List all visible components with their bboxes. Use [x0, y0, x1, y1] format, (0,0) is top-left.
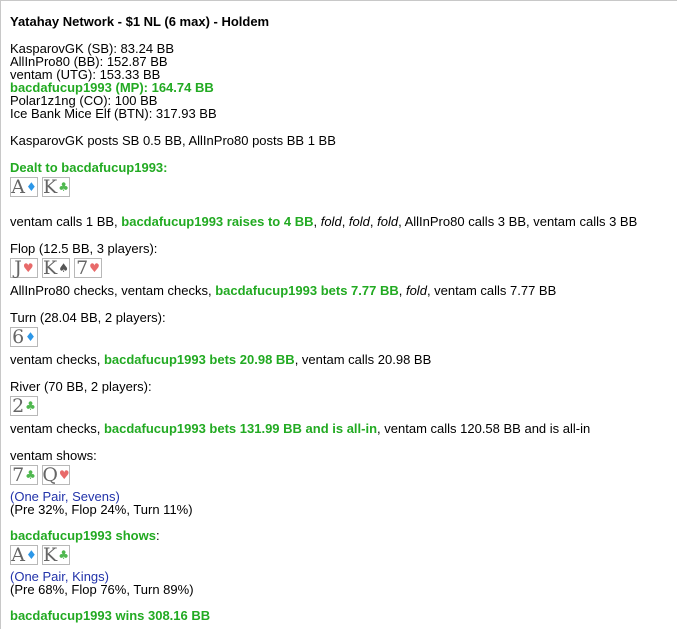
seat-sb: KasparovGK (SB): 83.24 BB [10, 41, 175, 56]
villain-showdown [10, 449, 670, 516]
flop-header: Flop (12.5 BB, 3 players): [10, 241, 158, 256]
seat-list [10, 42, 670, 120]
hearts-suit-icon: ♥ [89, 261, 100, 275]
fold-action: fold [320, 214, 342, 229]
hero-action: bacdafucup1993 raises to 4 BB [121, 214, 314, 229]
seat-btn: Ice Bank Mice Elf (BTN): 317.93 BB [10, 106, 217, 121]
card-rank: 7 [76, 257, 89, 279]
hero-equity: (Pre 68%, Flop 76%, Turn 89%) [10, 582, 194, 597]
card-rank: K [43, 257, 58, 279]
action-text: , [341, 214, 349, 229]
seat-mp-hero: bacdafucup1993 (MP): 164.74 BB [10, 80, 214, 95]
turn-section [10, 311, 670, 367]
hero-show-colon: : [155, 528, 160, 543]
river-header: River (70 BB, 2 players): [10, 379, 152, 394]
playing-card [42, 545, 70, 565]
action-text: AllInPro80 checks, ventam checks, [10, 283, 216, 298]
playing-card [10, 327, 38, 347]
diamonds-suit-icon: ♦ [25, 330, 36, 344]
dealt-label: Dealt to bacdafucup1993: [10, 160, 168, 175]
hero-show-label [10, 529, 670, 542]
hero-hand-rank: (One Pair, Kings) [10, 569, 109, 584]
turn-header: Turn (28.04 BB, 2 players): [10, 310, 166, 325]
clubs-suit-icon: ♣ [25, 399, 36, 413]
villain-hand-rank: (One Pair, Sevens) [10, 489, 120, 504]
villain-show-label: ventam shows: [10, 448, 97, 463]
fold-action: fold [348, 214, 370, 229]
seat-utg: ventam (UTG): 153.33 BB [10, 67, 161, 82]
playing-card [10, 258, 38, 278]
river-actions [10, 421, 670, 436]
action-text: , [369, 214, 378, 229]
card-rank: A [11, 544, 25, 566]
action-text: ventam checks, [10, 421, 104, 436]
playing-card [10, 545, 38, 565]
river-section [10, 380, 670, 436]
result-line: bacdafucup1993 wins 308.16 BB [10, 608, 211, 623]
playing-card [42, 258, 70, 278]
fold-action: fold [377, 214, 399, 229]
clubs-suit-icon: ♣ [58, 548, 69, 562]
card-rank: 2 [12, 395, 25, 417]
hero-action: bacdafucup1993 bets 20.98 BB [103, 352, 295, 367]
card-rank: A [11, 176, 25, 198]
flop-section [10, 242, 670, 298]
turn-actions [10, 352, 670, 367]
diamonds-suit-icon: ♦ [25, 548, 37, 562]
turn-card [10, 327, 670, 349]
seat-bb: AllInPro80 (BB): 152.87 BB [10, 54, 168, 69]
hole-cards [10, 177, 670, 199]
villain-equity: (Pre 32%, Flop 24%, Turn 11%) [10, 502, 193, 517]
action-text: ventam calls 1 BB, [10, 214, 122, 229]
card-rank: J [14, 257, 22, 279]
action-text: ventam checks, [10, 352, 104, 367]
hand-history [10, 14, 670, 622]
action-text: , ventam calls 7.77 BB [426, 283, 557, 298]
playing-card [10, 396, 38, 416]
playing-card [42, 465, 70, 485]
flop-actions [10, 283, 670, 298]
clubs-suit-icon: ♣ [58, 180, 69, 194]
action-text: , ventam calls 120.58 BB and is all-in [377, 421, 591, 436]
villain-cards [10, 465, 670, 487]
hero-action: bacdafucup1993 bets 131.99 BB and is all-in [103, 421, 378, 436]
hero-cards [10, 545, 670, 567]
playing-card [42, 177, 70, 197]
river-card [10, 396, 670, 418]
card-rank: K [43, 176, 58, 198]
hearts-suit-icon: ♥ [58, 468, 70, 482]
playing-card [10, 465, 38, 485]
card-rank: K [43, 544, 58, 566]
action-text: , ventam calls 20.98 BB [294, 352, 432, 367]
hero-show-name: bacdafucup1993 shows [10, 528, 156, 543]
fold-action: fold [405, 283, 427, 298]
clubs-suit-icon: ♣ [25, 468, 36, 482]
seat-co: Polar1z1ng (CO): 100 BB [10, 93, 158, 108]
hero-action: bacdafucup1993 bets 7.77 BB [215, 283, 399, 298]
playing-card [10, 177, 38, 197]
flop-cards [10, 258, 670, 280]
hero-showdown [10, 529, 670, 596]
hearts-suit-icon: ♥ [22, 261, 34, 275]
action-text: , AllInPro80 calls 3 BB, ventam calls 3 BB [398, 214, 638, 229]
diamonds-suit-icon: ♦ [25, 180, 37, 194]
preflop-actions [10, 214, 670, 229]
card-rank: 6 [12, 326, 25, 348]
blinds-line: KasparovGK posts SB 0.5 BB, AllInPro80 posts BB 1 BB [10, 133, 336, 148]
page-title: Yatahay Network - $1 NL (6 max) - Holdem [10, 14, 270, 29]
card-rank: Q [42, 464, 58, 486]
dealt-section [10, 161, 670, 199]
playing-card [74, 258, 102, 278]
spades-suit-icon: ♠ [58, 261, 69, 275]
action-text: , [313, 214, 321, 229]
card-rank: 7 [12, 464, 25, 486]
action-text: , [398, 283, 406, 298]
